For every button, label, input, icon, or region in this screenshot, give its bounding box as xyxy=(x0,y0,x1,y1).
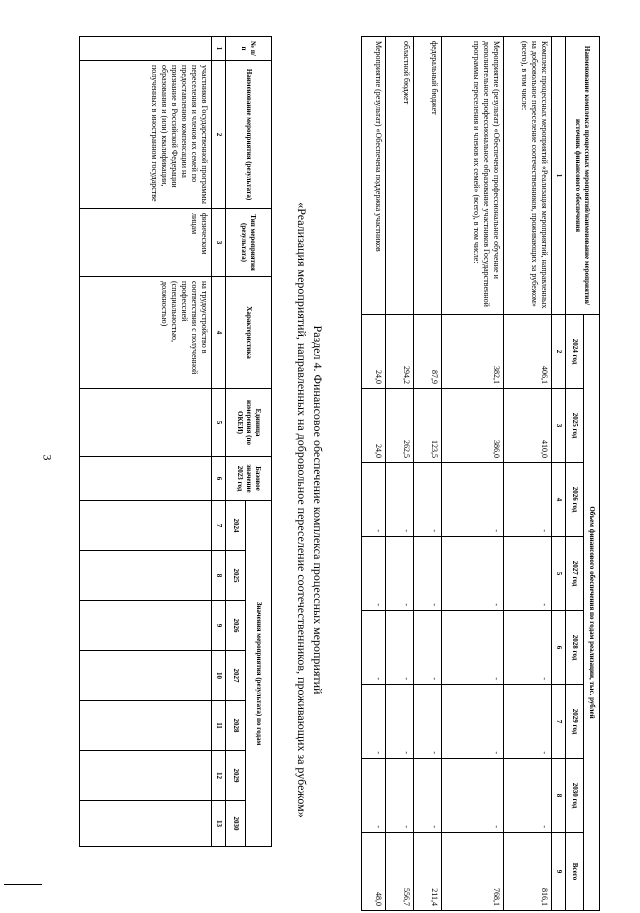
fin-year-header: 2026 год xyxy=(566,463,584,537)
col-number: 3 xyxy=(212,209,226,277)
finance-row-name: Мероприятие (результат) «Обеспечена поддержка участников xyxy=(362,37,386,315)
fin-col-number: 8 xyxy=(552,759,566,833)
finance-row-name: областной бюджет xyxy=(386,37,414,315)
col-number: 10 xyxy=(212,651,226,701)
finance-value: - xyxy=(442,611,504,685)
finance-row xyxy=(504,37,552,911)
section-subtitle: «Реализация мероприятий, направленных на добровольное переселение соотечественников, проживающих за рубежом» xyxy=(294,202,309,818)
finance-value: - xyxy=(362,537,386,611)
finance-value: 382,1 xyxy=(442,315,504,389)
col-base-header: Базовое значение 2023 год xyxy=(226,457,272,501)
finance-value: - xyxy=(386,537,414,611)
finance-value: - xyxy=(414,463,442,537)
fin-col-number: 1 xyxy=(552,37,566,315)
finance-value: - xyxy=(442,685,504,759)
activity-table-container xyxy=(79,36,272,847)
finance-value: - xyxy=(362,759,386,833)
finance-value: - xyxy=(504,611,552,685)
year-header: 2029 xyxy=(226,751,246,801)
row-num xyxy=(80,37,212,61)
col-name-header: Наименование мероприятия (результата) xyxy=(226,61,272,209)
col-characteristic-header: Характеристика xyxy=(226,277,272,389)
year-header: 2025 xyxy=(226,551,246,601)
finance-row xyxy=(362,37,386,911)
finance-value: - xyxy=(362,463,386,537)
finance-value: 211,4 xyxy=(414,833,442,911)
row-unit xyxy=(80,389,212,457)
col-number: 11 xyxy=(212,701,226,751)
finance-value: 410,0 xyxy=(504,389,552,463)
finance-row xyxy=(386,37,414,911)
fin-col-number: 3 xyxy=(552,389,566,463)
section-title: Раздел 4. Финансовое обеспечение комплекса процессных мероприятий xyxy=(311,325,325,695)
finance-row-name: Комплекс процессных мероприятий «Реализация мероприятий, направленных на добровольное переселение соотечественников, проживающих за рубежом» (всего), в том числе: xyxy=(504,37,552,315)
col-number: 2 xyxy=(212,61,226,209)
footnote-rule xyxy=(4,884,42,885)
finance-value: 24,0 xyxy=(362,315,386,389)
col-number: 13 xyxy=(212,801,226,847)
fin-year-header: 2025 год xyxy=(566,389,584,463)
finance-value: - xyxy=(414,685,442,759)
row-value xyxy=(80,801,212,847)
year-header: 2026 xyxy=(226,601,246,651)
finance-value: - xyxy=(362,611,386,685)
col-number: 7 xyxy=(212,501,226,551)
col-number: 12 xyxy=(212,751,226,801)
finance-row-name: Мероприятие (результат) «Обеспечено профессиональное обучение и дополнительное профессиональное образование участников Государственной программы переселения и членов их семей» (всего), в том числе: xyxy=(442,37,504,315)
fin-year-header: 2029 год xyxy=(566,685,584,759)
finance-value: - xyxy=(504,463,552,537)
row-value xyxy=(80,601,212,651)
finance-value: 816,1 xyxy=(504,833,552,911)
finance-value: 556,7 xyxy=(386,833,414,911)
row-value xyxy=(80,551,212,601)
finance-value: 294,2 xyxy=(386,315,414,389)
finance-row xyxy=(442,37,504,911)
finance-value: - xyxy=(442,463,504,537)
col-number: 1 xyxy=(212,37,226,61)
row-value xyxy=(80,751,212,801)
finance-value: - xyxy=(504,537,552,611)
col-unit-header: Единица измерения (по ОКЕИ) xyxy=(226,389,272,457)
col-number: 5 xyxy=(212,389,226,457)
finance-value: - xyxy=(386,685,414,759)
fin-col-number: 7 xyxy=(552,685,566,759)
row-type: физическим лицам xyxy=(80,209,212,277)
activity-table xyxy=(79,36,272,847)
row-base xyxy=(80,457,212,501)
fin-col-number: 2 xyxy=(552,315,566,389)
row-characteristic: на трудоустройство в соответствии с полученной профессией (специальностью, должностью) xyxy=(80,277,212,389)
finance-value: - xyxy=(504,685,552,759)
finance-value: 87,9 xyxy=(414,315,442,389)
finance-value: - xyxy=(504,759,552,833)
row-value xyxy=(80,701,212,751)
year-header: 2028 xyxy=(226,701,246,751)
finance-value: - xyxy=(414,537,442,611)
finance-value: 123,5 xyxy=(414,389,442,463)
finance-value: - xyxy=(362,685,386,759)
finance-value: 406,1 xyxy=(504,315,552,389)
finance-value: - xyxy=(386,611,414,685)
finance-value: - xyxy=(414,759,442,833)
year-header: 2030 xyxy=(226,801,246,847)
finance-value: 48,0 xyxy=(362,833,386,911)
col-number: 8 xyxy=(212,551,226,601)
fin-total-header: Всего xyxy=(566,833,584,911)
finance-table-container xyxy=(361,36,600,911)
finance-value: - xyxy=(386,463,414,537)
fin-year-header: 2024 год xyxy=(566,315,584,389)
fin-year-header: 2027 год xyxy=(566,537,584,611)
fin-col-number: 5 xyxy=(552,537,566,611)
finance-value: 768,1 xyxy=(442,833,504,911)
col-type-header: Тип мероприятия (результата) xyxy=(226,209,272,277)
fin-col-number: 9 xyxy=(552,833,566,911)
col-number: 9 xyxy=(212,601,226,651)
year-header: 2024 xyxy=(226,501,246,551)
fin-col-number: 4 xyxy=(552,463,566,537)
section-title-block xyxy=(294,200,326,820)
row-value xyxy=(80,651,212,701)
page-number: 3 xyxy=(40,454,55,461)
finance-value: 386,0 xyxy=(442,389,504,463)
finance-value: 24,0 xyxy=(362,389,386,463)
finance-table xyxy=(361,36,600,911)
values-group-header: Значения мероприятия (результата) по годам xyxy=(246,501,272,847)
fin-year-header: 2030 год xyxy=(566,759,584,833)
row-value xyxy=(80,501,212,551)
fin-year-header: 2028 год xyxy=(566,611,584,685)
finance-row xyxy=(414,37,442,911)
fin-col-number: 6 xyxy=(552,611,566,685)
col-number: 4 xyxy=(212,277,226,389)
col-number: 6 xyxy=(212,457,226,501)
finance-value: 262,5 xyxy=(386,389,414,463)
finance-row-name: федеральный бюджет xyxy=(414,37,442,315)
finance-value: - xyxy=(442,537,504,611)
fin-name-header: Наименование комплекса процессных мероприятий/наименование мероприятия/источник финансового обеспечения xyxy=(566,37,600,315)
fin-group-header: Объем финансового обеспечения по годам реализации, тыс. рублей xyxy=(584,315,600,911)
finance-value: - xyxy=(442,759,504,833)
row-name: участников Государственной программы переселения и членов их семей по предоставлению компенсации на признание в Российской Федерации образования и (или) квалификации, полученных в иностранном государстве xyxy=(80,61,212,209)
finance-value: - xyxy=(414,611,442,685)
col-num-header: № п/п xyxy=(226,37,272,61)
finance-value: - xyxy=(386,759,414,833)
year-header: 2027 xyxy=(226,651,246,701)
